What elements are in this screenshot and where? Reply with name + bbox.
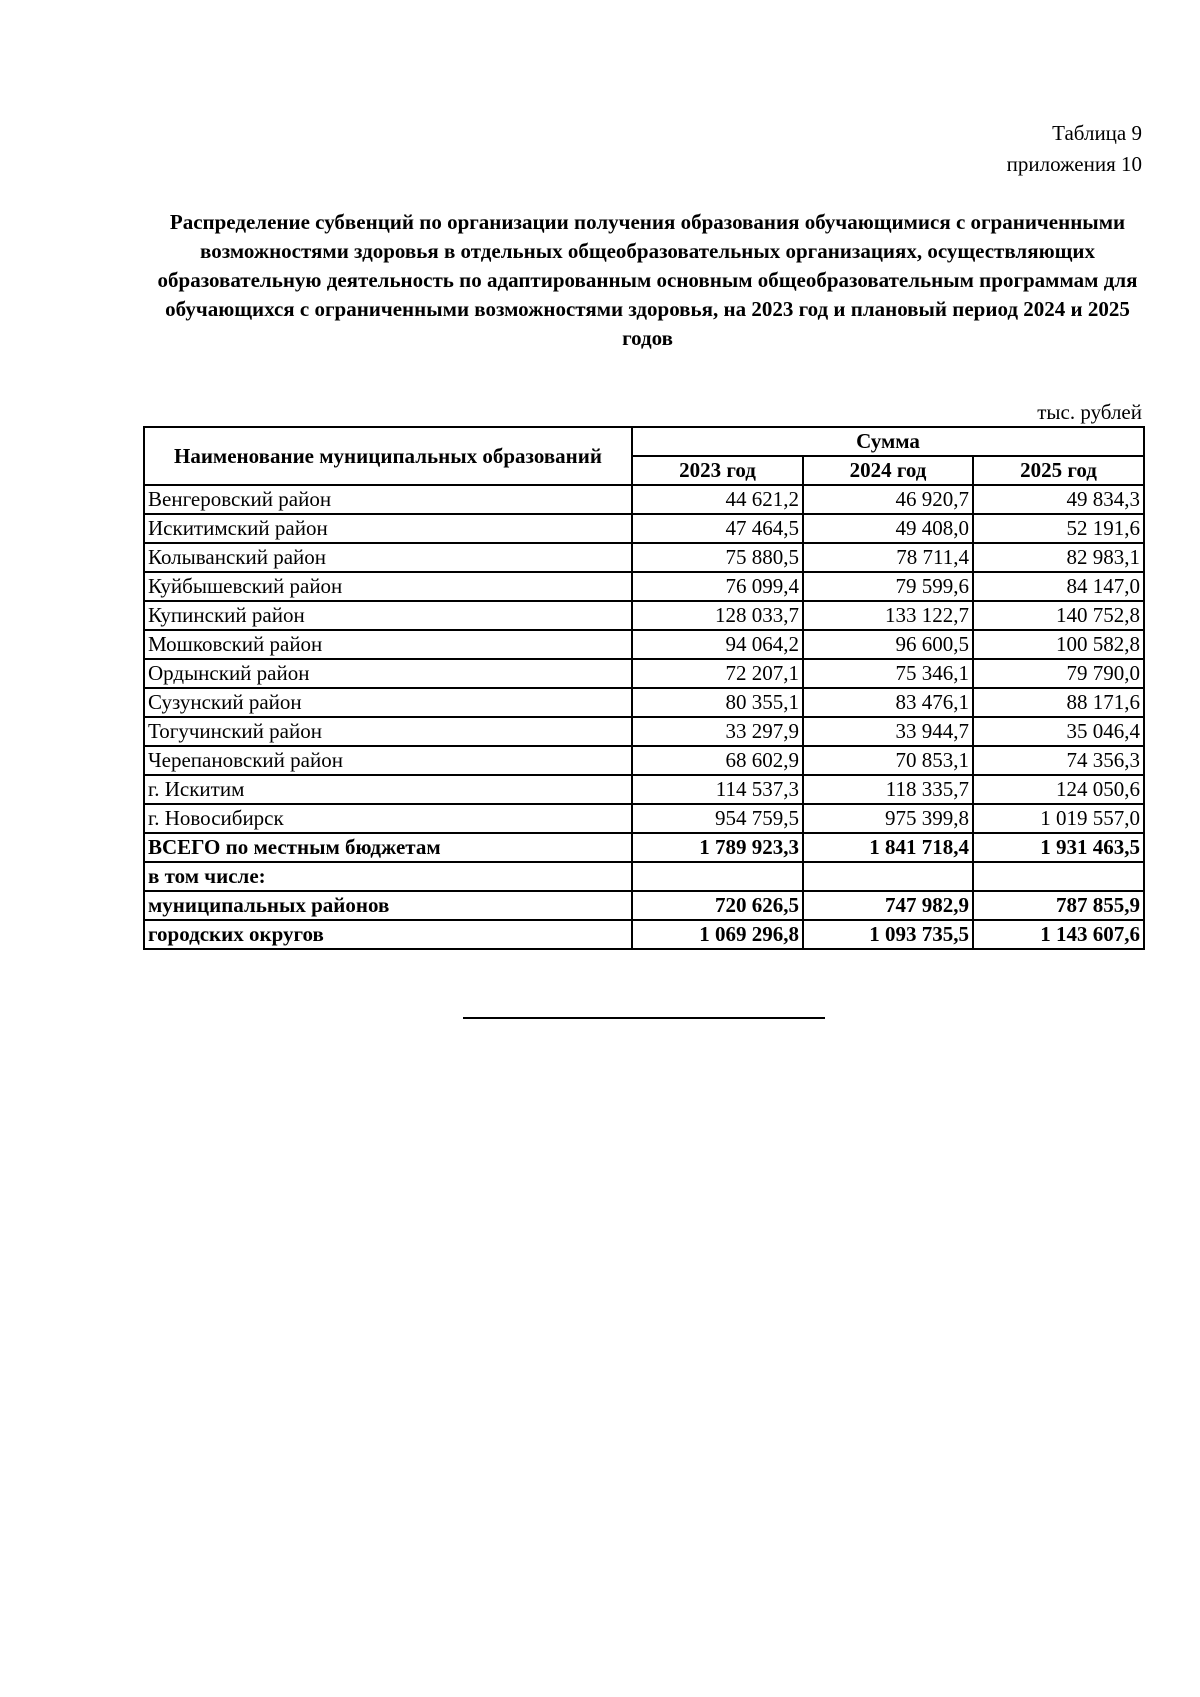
amount-cell-2024: 70 853,1 xyxy=(803,746,973,775)
amount-cell-2025: 1 143 607,6 xyxy=(973,920,1144,949)
subvention-table xyxy=(143,426,1145,950)
municipality-name-cell: Колыванский район xyxy=(144,543,632,572)
municipality-name-cell: Тогучинский район xyxy=(144,717,632,746)
amount-cell-2024: 133 122,7 xyxy=(803,601,973,630)
amount-cell-2023: 1 789 923,3 xyxy=(632,833,803,862)
amount-cell-2024: 78 711,4 xyxy=(803,543,973,572)
municipality-name-cell: Мошковский район xyxy=(144,630,632,659)
end-of-document-line xyxy=(463,1017,825,1019)
table-row xyxy=(144,485,1144,514)
municipality-name-cell: Сузунский район xyxy=(144,688,632,717)
amount-cell-2025: 1 931 463,5 xyxy=(973,833,1144,862)
table-row xyxy=(144,543,1144,572)
table-body xyxy=(144,485,1144,949)
amount-cell-2024: 747 982,9 xyxy=(803,891,973,920)
amount-cell-2025: 49 834,3 xyxy=(973,485,1144,514)
municipality-name-cell: Ордынский район xyxy=(144,659,632,688)
year-2024-header: 2024 год xyxy=(803,456,973,485)
amount-cell-2025: 74 356,3 xyxy=(973,746,1144,775)
amount-cell-2023: 44 621,2 xyxy=(632,485,803,514)
amount-cell-2023: 68 602,9 xyxy=(632,746,803,775)
table-row xyxy=(144,833,1144,862)
appendix-number: приложения 10 xyxy=(1006,152,1142,176)
table-row xyxy=(144,804,1144,833)
amount-cell-2023: 75 880,5 xyxy=(632,543,803,572)
amount-cell-2023: 80 355,1 xyxy=(632,688,803,717)
municipality-name-cell: Венгеровский район xyxy=(144,485,632,514)
amount-cell-2024: 49 408,0 xyxy=(803,514,973,543)
municipality-name-cell: г. Искитим xyxy=(144,775,632,804)
table-reference xyxy=(1007,118,1142,180)
sum-column-header: Сумма xyxy=(632,427,1144,456)
table-row xyxy=(144,659,1144,688)
amount-cell-2023: 114 537,3 xyxy=(632,775,803,804)
table-row xyxy=(144,717,1144,746)
table-row xyxy=(144,920,1144,949)
municipality-name-cell: городских округов xyxy=(144,920,632,949)
amount-cell-2025: 84 147,0 xyxy=(973,572,1144,601)
amount-cell-2025: 100 582,8 xyxy=(973,630,1144,659)
amount-cell-2024: 83 476,1 xyxy=(803,688,973,717)
amount-cell-2024: 75 346,1 xyxy=(803,659,973,688)
amount-cell-2024: 1 093 735,5 xyxy=(803,920,973,949)
table-row xyxy=(144,514,1144,543)
amount-cell-2024: 118 335,7 xyxy=(803,775,973,804)
amount-cell-2024 xyxy=(803,862,973,891)
table-row xyxy=(144,862,1144,891)
amount-cell-2025 xyxy=(973,862,1144,891)
amount-cell-2023: 954 759,5 xyxy=(632,804,803,833)
amount-cell-2023: 94 064,2 xyxy=(632,630,803,659)
header-row-top xyxy=(144,427,1144,456)
amount-cell-2025: 124 050,6 xyxy=(973,775,1144,804)
municipality-name-cell: Черепановский район xyxy=(144,746,632,775)
amount-cell-2025: 88 171,6 xyxy=(973,688,1144,717)
amount-cell-2024: 96 600,5 xyxy=(803,630,973,659)
units-label: тыс. рублей xyxy=(1037,400,1142,424)
amount-cell-2024: 79 599,6 xyxy=(803,572,973,601)
amount-cell-2024: 46 920,7 xyxy=(803,485,973,514)
municipality-name-cell: в том числе: xyxy=(144,862,632,891)
table-row xyxy=(144,688,1144,717)
year-2025-header: 2025 год xyxy=(973,456,1144,485)
municipality-name-cell: муниципальных районов xyxy=(144,891,632,920)
amount-cell-2025: 35 046,4 xyxy=(973,717,1144,746)
amount-cell-2023: 128 033,7 xyxy=(632,601,803,630)
municipality-name-cell: Купинский район xyxy=(144,601,632,630)
year-2023-header: 2023 год xyxy=(632,456,803,485)
table-number: Таблица 9 xyxy=(1052,121,1142,145)
municipality-name-cell: г. Новосибирск xyxy=(144,804,632,833)
table-row xyxy=(144,601,1144,630)
municipality-column-header: Наименование муниципальных образований xyxy=(144,427,632,485)
municipality-name-cell: Искитимский район xyxy=(144,514,632,543)
amount-cell-2023: 47 464,5 xyxy=(632,514,803,543)
amount-cell-2023: 76 099,4 xyxy=(632,572,803,601)
amount-cell-2025: 52 191,6 xyxy=(973,514,1144,543)
table-row xyxy=(144,891,1144,920)
amount-cell-2025: 79 790,0 xyxy=(973,659,1144,688)
document-title: Распределение субвенций по организации получения образования обучающимися с ограниченными возможностями здоровья в отдельных общеобразовательных организациях, осуществляющих образовательную деятельность по адаптированным основным общеобразовательным программам для обучающихся с ограниченными возможностями здоровья, на 2023 год и плановый период 2024 и 2025 годов xyxy=(157,210,1138,350)
amount-cell-2023: 720 626,5 xyxy=(632,891,803,920)
municipality-name-cell: ВСЕГО по местным бюджетам xyxy=(144,833,632,862)
municipality-name-cell: Куйбышевский район xyxy=(144,572,632,601)
amount-cell-2023: 33 297,9 xyxy=(632,717,803,746)
table-row xyxy=(144,746,1144,775)
amount-cell-2023: 1 069 296,8 xyxy=(632,920,803,949)
amount-cell-2023: 72 207,1 xyxy=(632,659,803,688)
amount-cell-2023 xyxy=(632,862,803,891)
amount-cell-2025: 787 855,9 xyxy=(973,891,1144,920)
amount-cell-2024: 33 944,7 xyxy=(803,717,973,746)
amount-cell-2024: 1 841 718,4 xyxy=(803,833,973,862)
amount-cell-2025: 140 752,8 xyxy=(973,601,1144,630)
amount-cell-2025: 1 019 557,0 xyxy=(973,804,1144,833)
table-row xyxy=(144,630,1144,659)
amount-cell-2024: 975 399,8 xyxy=(803,804,973,833)
amount-cell-2025: 82 983,1 xyxy=(973,543,1144,572)
table-row xyxy=(144,572,1144,601)
table-row xyxy=(144,775,1144,804)
